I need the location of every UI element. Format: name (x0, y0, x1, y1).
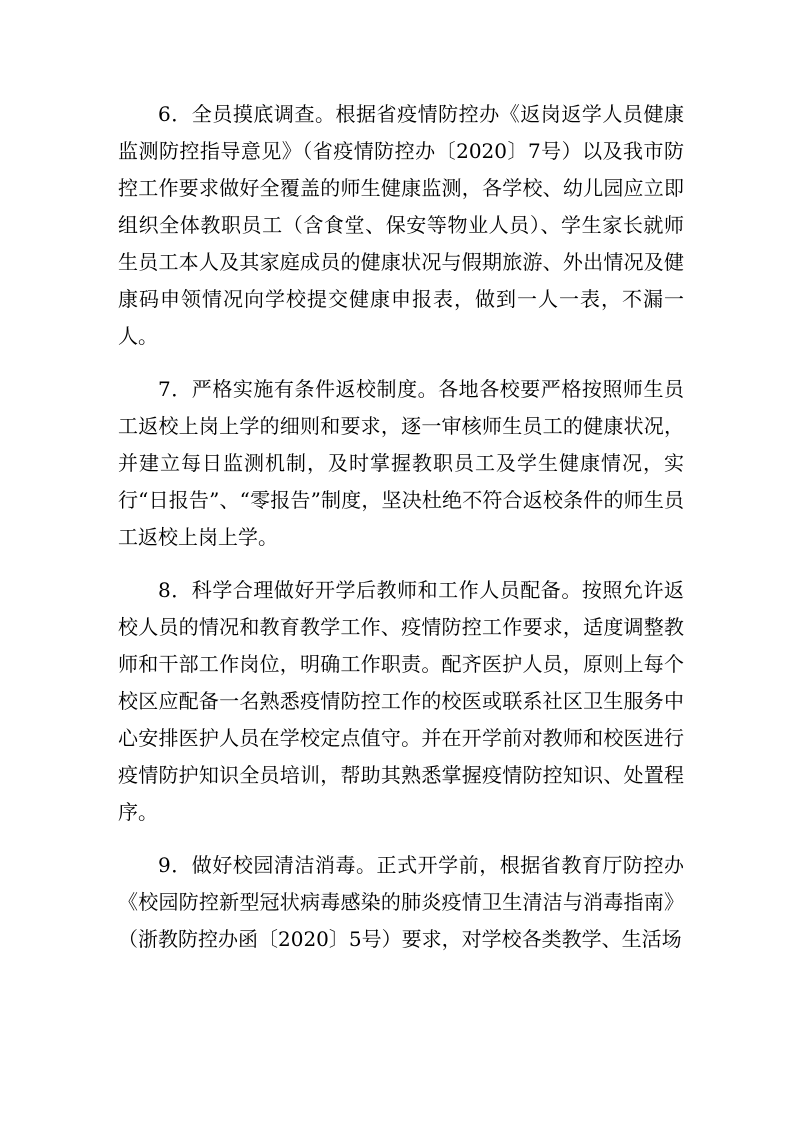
document-body (118, 96, 684, 974)
paragraph-item-9: 9．做好校园清洁消毒。正式开学前，根据省教育厅防控办《校园防控新型冠状病毒感染的肺炎疫情卫生清洁与消毒指南》（浙教防控办函〔2020〕5号）要求，对学校各类教学、生活场 (118, 853, 684, 951)
paragraph-item-6: 6．全员摸底调查。根据省疫情防控办《返岗返学人员健康监测防控指导意见》（省疫情防控办〔2020〕7号）以及我市防控工作要求做好全覆盖的师生健康监测，各学校、幼儿园应立即组织全体教职员工（含食堂、保安等物业人员）、学生家长就师生员工本人及其家庭成员的健康状况与假期旅游、外出情况及健康码申领情况向学校提交健康申报表，做到一人一表，不漏一人。 (118, 102, 684, 348)
paragraph-item-7: 7．严格实施有条件返校制度。各地各校要严格按照师生员工返校上岗上学的细则和要求，逐一审核师生员工的健康状况，并建立每日监测机制，及时掌握教职员工及学生健康情况，实行“日报告”、“零报告”制度，坚决杜绝不符合返校条件的师生员工返校上岗上学。 (118, 377, 684, 549)
paragraph-item-8: 8．科学合理做好开学后教师和工作人员配备。按照允许返校人员的情况和教育教学工作、疫情防控工作要求，适度调整教师和干部工作岗位，明确工作职责。配齐医护人员，原则上每个校区应配备一名熟悉疫情防控工作的校医或联系社区卫生服务中心安排医护人员在学校定点值守。并在开学前对教师和校医进行疫情防护知识全员培训，帮助其熟悉掌握疫情防控知识、处置程序。 (118, 578, 684, 824)
